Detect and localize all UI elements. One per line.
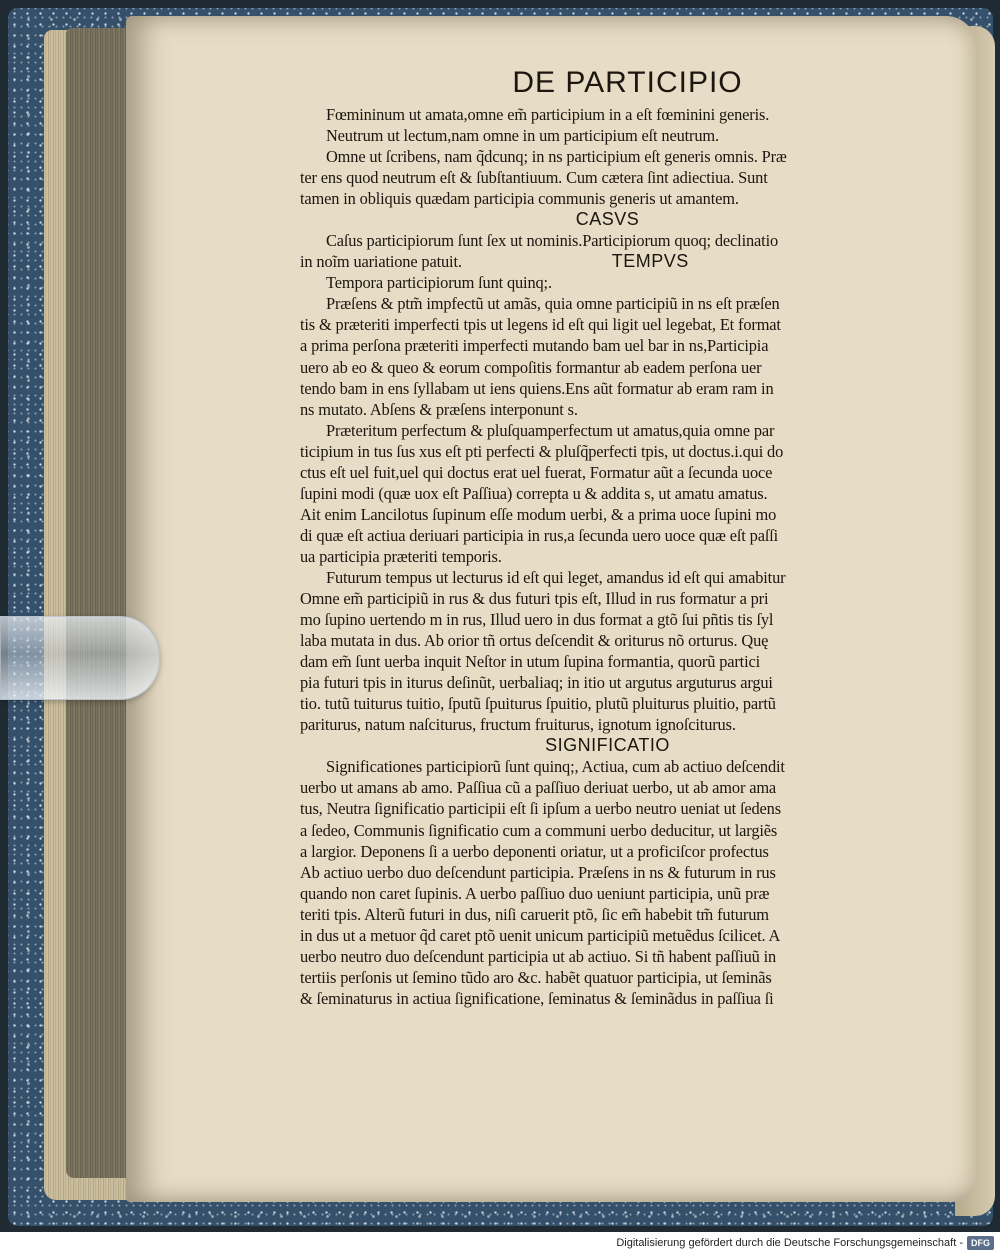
text-line: tis & præteriti imperfecti tpis ut legens id eſt qui ligit uel legebat, Et format	[300, 315, 781, 335]
text-line: Ait enim Lancilotus ſupinum eſſe modum uerbi, & a prima uoce ſupini mo	[300, 504, 777, 524]
block-significatio	[300, 756, 915, 1009]
text-line: uerbo ut amans ab amo. Paſſiua cũ a paſſiuo deriuat uerbo, ut ab amor ama	[300, 778, 777, 798]
text-line: Præſens & ptm̃ impfectũ ut amãs, quia omne participiũ in ns eſt præſen	[326, 294, 780, 314]
dfg-logo: DFG	[967, 1236, 994, 1250]
text-line: uero ab eo & queo & eorum compoſitis formantur ab eadem perſona uer	[300, 357, 762, 377]
text-line: a largior. Deponens ſi a uerbo deponenti oriatur, ut a proficiſcor profectus	[300, 841, 769, 861]
text-line: tamen in obliquis quædam participia communis generis ut amantem.	[300, 189, 739, 209]
footer-credit	[0, 1232, 1000, 1254]
text-line: pia futuri tpis in iturus deſinũt, uerbaliaq; in itio ut argutus arguturus argui	[300, 673, 773, 693]
section-heading-significatio: SIGNIFICATIO	[545, 735, 670, 756]
text-line: ua participia præteriti temporis.	[300, 546, 502, 566]
text-line: Fœmininum ut amata,omne em̃ participium in a eſt fœminini generis.	[326, 105, 770, 124]
text-line: Caſus participiorum ſunt ſex ut nominis.Participiorum quoq; declinatio	[326, 231, 779, 251]
block-genus	[300, 104, 915, 209]
text-line: ſupini modi (quæ uox eſt Paſſiua) correpta u & addita s, ut amatu amatus.	[300, 483, 768, 503]
page-heading: DE PARTICIPIO	[512, 66, 743, 99]
section-heading-casus: CASVS	[575, 209, 640, 230]
text-line: ns mutato. Abſens & præſens interponunt s.	[300, 399, 578, 419]
text-line: Ab actiuo uerbo duo deſcendunt participia. Præſens in ns & futurum in rus	[300, 862, 776, 882]
text-line: quando non caret ſupinis. A uerbo paſſiuo duo ueniunt participia, unũ præ	[300, 883, 770, 903]
text-line: Omne em̃ participiũ in rus & dus futuri tpis eſt, Illud in rus formatur a pri	[300, 589, 769, 609]
text-line: in dus ut a metuor q̃d caret ptõ uenit unicum participiũ metuẽdus ſcilicet. A	[300, 925, 781, 945]
text-line: Tempora participiorum ſunt quinq;.	[326, 273, 552, 293]
block-casus	[300, 230, 915, 272]
text-line: laba mutata in dus. Ab orior tñ ortus deſcendit & oriturus nõ orturus. Quę	[300, 631, 769, 651]
block-tempus	[300, 272, 915, 735]
text-line	[300, 251, 915, 272]
text-line: Significationes participiorũ ſunt quinq;, Actiua, cum ab actiuo deſcendit	[326, 757, 785, 777]
text-line: Neutrum ut lectum,nam omne in um participium eſt neutrum.	[326, 126, 719, 146]
text-line-fragment: in noĩm uariatione patuit.	[300, 252, 462, 272]
text-line: Præteritum perfectum & pluſquamperfectum ut amatus,quia omne par	[326, 420, 775, 440]
text-line: teriti tpis. Alterũ futuri in dus, niſi caruerit ptõ, ſic em̃ habebit tm̃ futurum	[300, 904, 769, 924]
text-line: tendo bam in ens ſyllabam ut iens quiens.Ens aũt formatur ab eram ram in	[300, 378, 774, 398]
text-line: tertiis perſonis ut ſemino tũdo aro &c. habẽt quatuor participia, ut ſeminãs	[300, 967, 772, 987]
text-line: Omne ut ſcribens, nam q̃dcunq; in ns participium eſt generis omnis. Præ	[326, 147, 787, 167]
text-line: a prima perſona præteriti imperfecti mutando bam uel bar in ns,Participia	[300, 336, 769, 356]
text-line: di quæ eſt actiua deriuari participia in rus,a ſecunda uero uoce quæ eſt paſſi	[300, 525, 779, 545]
text-line: dam em̃ ſunt uerba inquit Neſtor in utum ſupina formantia, quorũ partici	[300, 652, 761, 672]
glass-page-weight	[0, 616, 160, 700]
page-text	[300, 64, 915, 1009]
text-line: tio. tutũ tuiturus tuitio, ſputũ ſpuiturus ſpuitio, plutũ pluiturus pluitio, partũ	[300, 694, 776, 714]
text-line: & ſeminaturus in actiua ſignificatione, ſeminatus & ſeminãdus in paſſiua ſi	[300, 988, 774, 1008]
text-line: Futurum tempus ut lecturus id eſt qui leget, amandus id eſt qui amabitur	[326, 567, 786, 587]
text-line: tus, Neutra ſignificatio participii eſt ſi ipſum a uerbo neutro ueniat ut ſedens	[300, 799, 781, 819]
text-line: ctus eſt uel fuit,uel qui doctus erat uel fuerat, Formatur aũt a ſecunda uoce	[300, 462, 773, 482]
text-line: ter ens quod neutrum eſt & ſubſtantiuum. Cum cætera ſint adiectiua. Sunt	[300, 168, 768, 188]
footer-text: Digitalisierung gefördert durch die Deutsche Forschungsgemeinschaft -	[616, 1237, 963, 1249]
text-line: mo ſupino uertendo m in rus, Illud uero in dus format a gtõ ſui pñtis tis ſyl	[300, 610, 774, 630]
text-line: a ſedeo, Communis ſignificatio cum a communi uerbo deducitur, ut largiẽs	[300, 820, 778, 840]
text-line: uerbo neutro duo deſcendunt participia ut ab actiuo. Si tñ habent paſſiuũ in	[300, 946, 777, 966]
text-line: pariturus, natum naſciturus, fructum fruiturus, ignotum ignoſciturus.	[300, 715, 736, 735]
section-heading-tempus: TEMPVS	[611, 251, 689, 272]
text-line: ticipium in tus ſus xus eſt pti perfecti & pluſq̃perfecti tpis, ut doctus.i.qui do	[300, 441, 784, 461]
